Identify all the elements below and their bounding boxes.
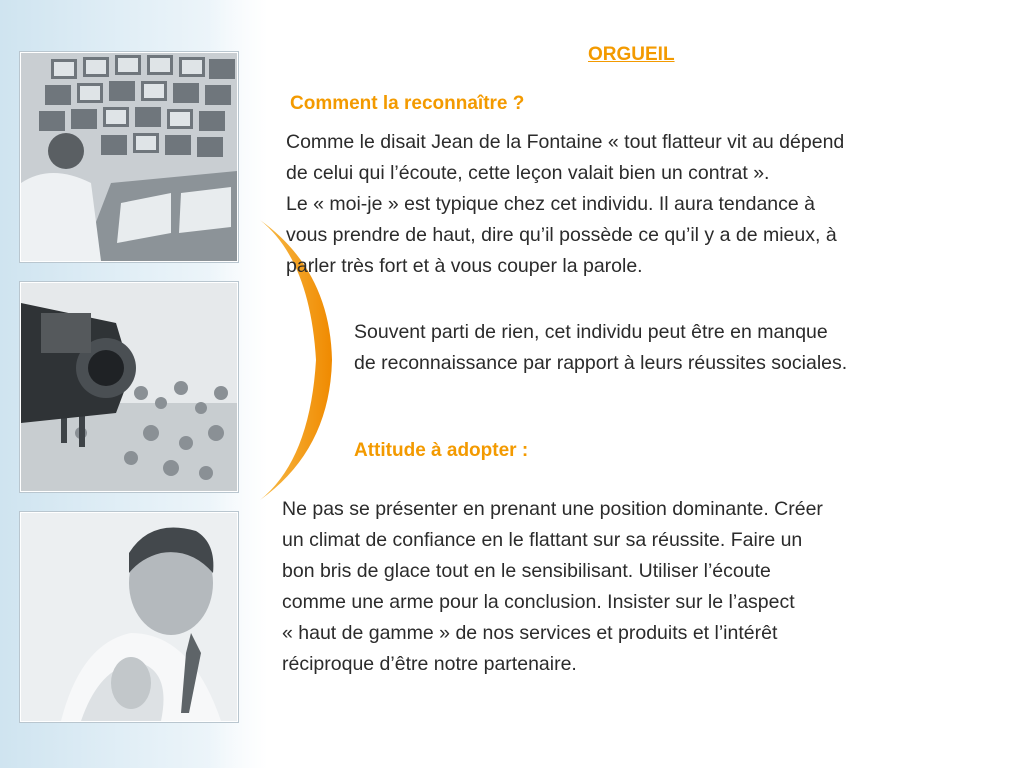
- businessman-portrait-photo: [20, 512, 238, 722]
- section-heading-recognize: Comment la reconnaître ?: [290, 93, 525, 114]
- section-text-attitude: Ne pas se présenter en prenant une position dominante. Créer un climat de confiance en le flattant sur sa réussite. Faire un bon bris de glace tout en le sensibilisant. Utiliser l’écoute comme une arme pour la conclusion. Insister sur le l’aspect « haut de gamme » de nos services et produits et l’intérêt réciproque d’être notre partenaire.: [282, 498, 823, 675]
- section-text-recognize: Comme le disait Jean de la Fontaine « tout flatteur vit au dépend de celui qui l’écoute, cette leçon valait bien un contrat ». Le « moi-je » est typique chez cet individu. Il aura tendance à vous prendre de haut, dire qu’il possède ce qu’il y a de mieux, à parler très fort et à vous couper la parole.: [286, 131, 845, 277]
- section-heading-attitude: Attitude à adopter :: [354, 440, 529, 461]
- slide-title: ORGUEIL: [588, 44, 675, 65]
- camera-crowd-photo: [20, 282, 238, 492]
- control-room-photo: [20, 52, 238, 262]
- section-note-recognize: Souvent parti de rien, cet individu peut être en manque de reconnaissance par rapport à leurs réussites sociales.: [354, 321, 848, 374]
